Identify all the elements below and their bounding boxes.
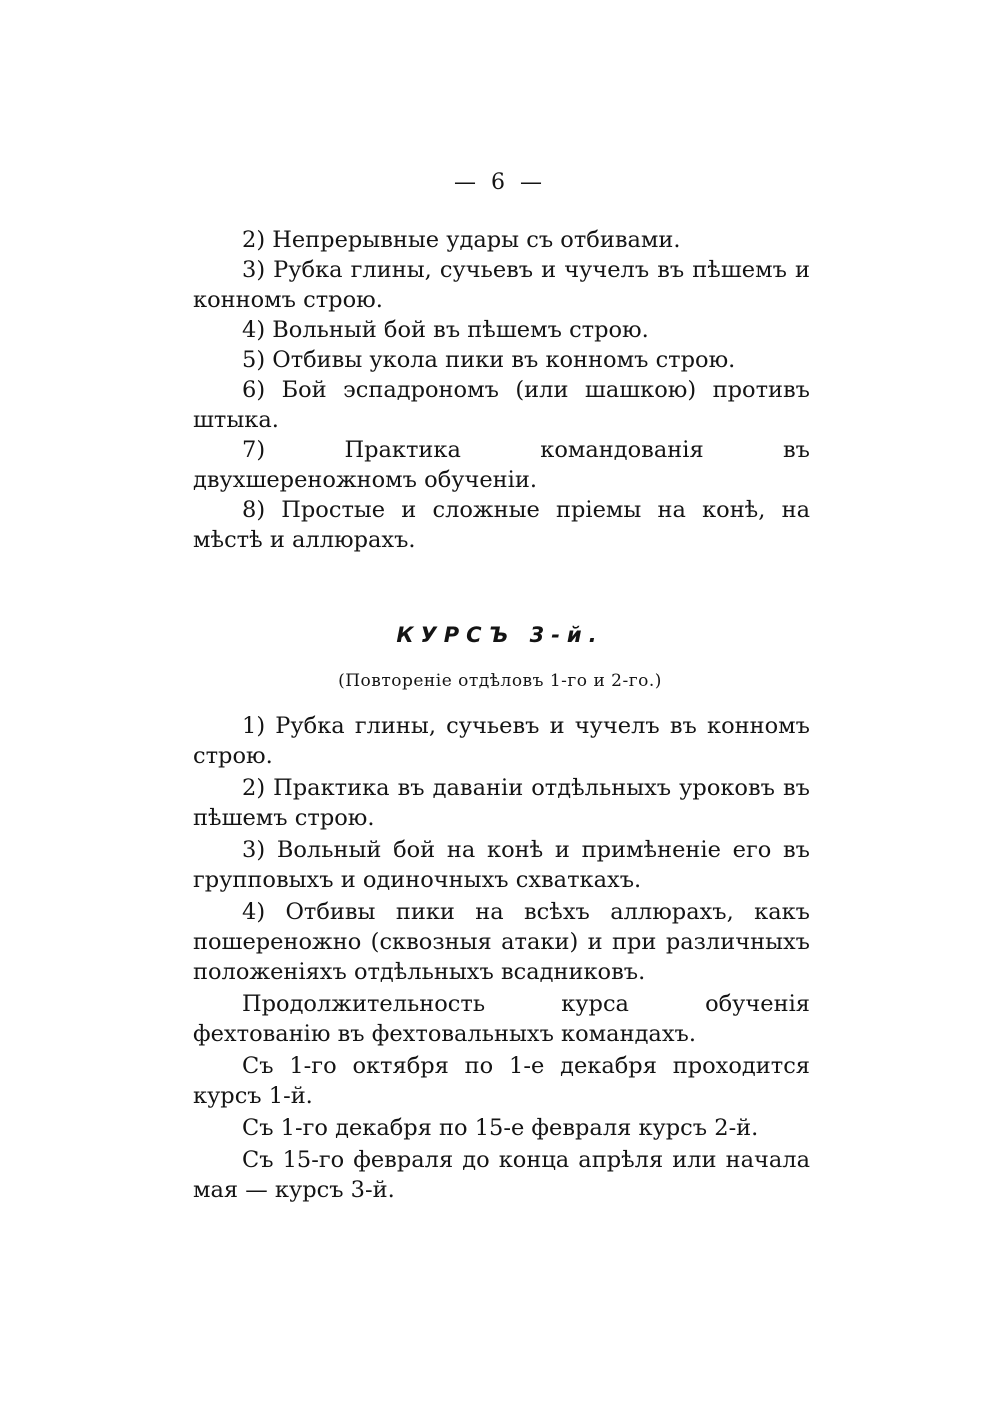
list-item: 3) Вольный бой на конѣ и примѣненіе его въ групповыхъ и одиночныхъ схваткахъ. xyxy=(193,837,810,893)
list-item: 4) Вольный бой въ пѣшемъ строю. xyxy=(242,317,649,343)
list-item: 7) Практика командованія въ двухшереножномъ обученіи. xyxy=(193,437,810,493)
list-item: 1) Рубка глины, сучьевъ и чучелъ въ конномъ строю. xyxy=(193,713,810,769)
list-item: 5) Отбивы укола пики въ конномъ строю. xyxy=(242,347,736,373)
course-3-list xyxy=(193,711,810,1205)
section-subtitle: (Повтореніе отдѣловъ 1-го и 2-го.) xyxy=(338,671,662,691)
course-2-list-continued xyxy=(193,225,810,555)
list-item: 8) Простые и сложные пріемы на конѣ, на мѣстѣ и аллюрахъ. xyxy=(193,497,810,553)
page-number: — 6 — xyxy=(454,170,546,195)
list-item: 6) Бой эспадрономъ (или шашкою) противъ штыка. xyxy=(193,377,810,433)
schedule-paragraph: Съ 1-го декабря по 15-е февраля курсъ 2-й. xyxy=(242,1115,759,1141)
schedule-paragraph: Съ 1-го октября по 1-е декабря проходится курсъ 1-й. xyxy=(193,1053,810,1109)
duration-paragraph: Продолжительность курса обученія фехтованію въ фехтовальныхъ командахъ. xyxy=(193,991,810,1047)
list-item: 2) Непрерывные удары съ отбивами. xyxy=(242,227,681,253)
section-heading: КУРСЪ 3-й. xyxy=(396,623,604,647)
list-item: 3) Рубка глины, сучьевъ и чучелъ въ пѣшемъ и конномъ строю. xyxy=(193,257,810,313)
list-item: 4) Отбивы пики на всѣхъ аллюрахъ, какъ пошереножно (сквозныя атаки) и при различныхъ положеніяхъ отдѣльныхъ всадниковъ. xyxy=(193,899,810,985)
schedule-paragraph: Съ 15-го февраля до конца апрѣля или начала мая — курсъ 3-й. xyxy=(193,1147,810,1203)
list-item: 2) Практика въ даваніи отдѣльныхъ уроковъ въ пѣшемъ строю. xyxy=(193,775,810,831)
